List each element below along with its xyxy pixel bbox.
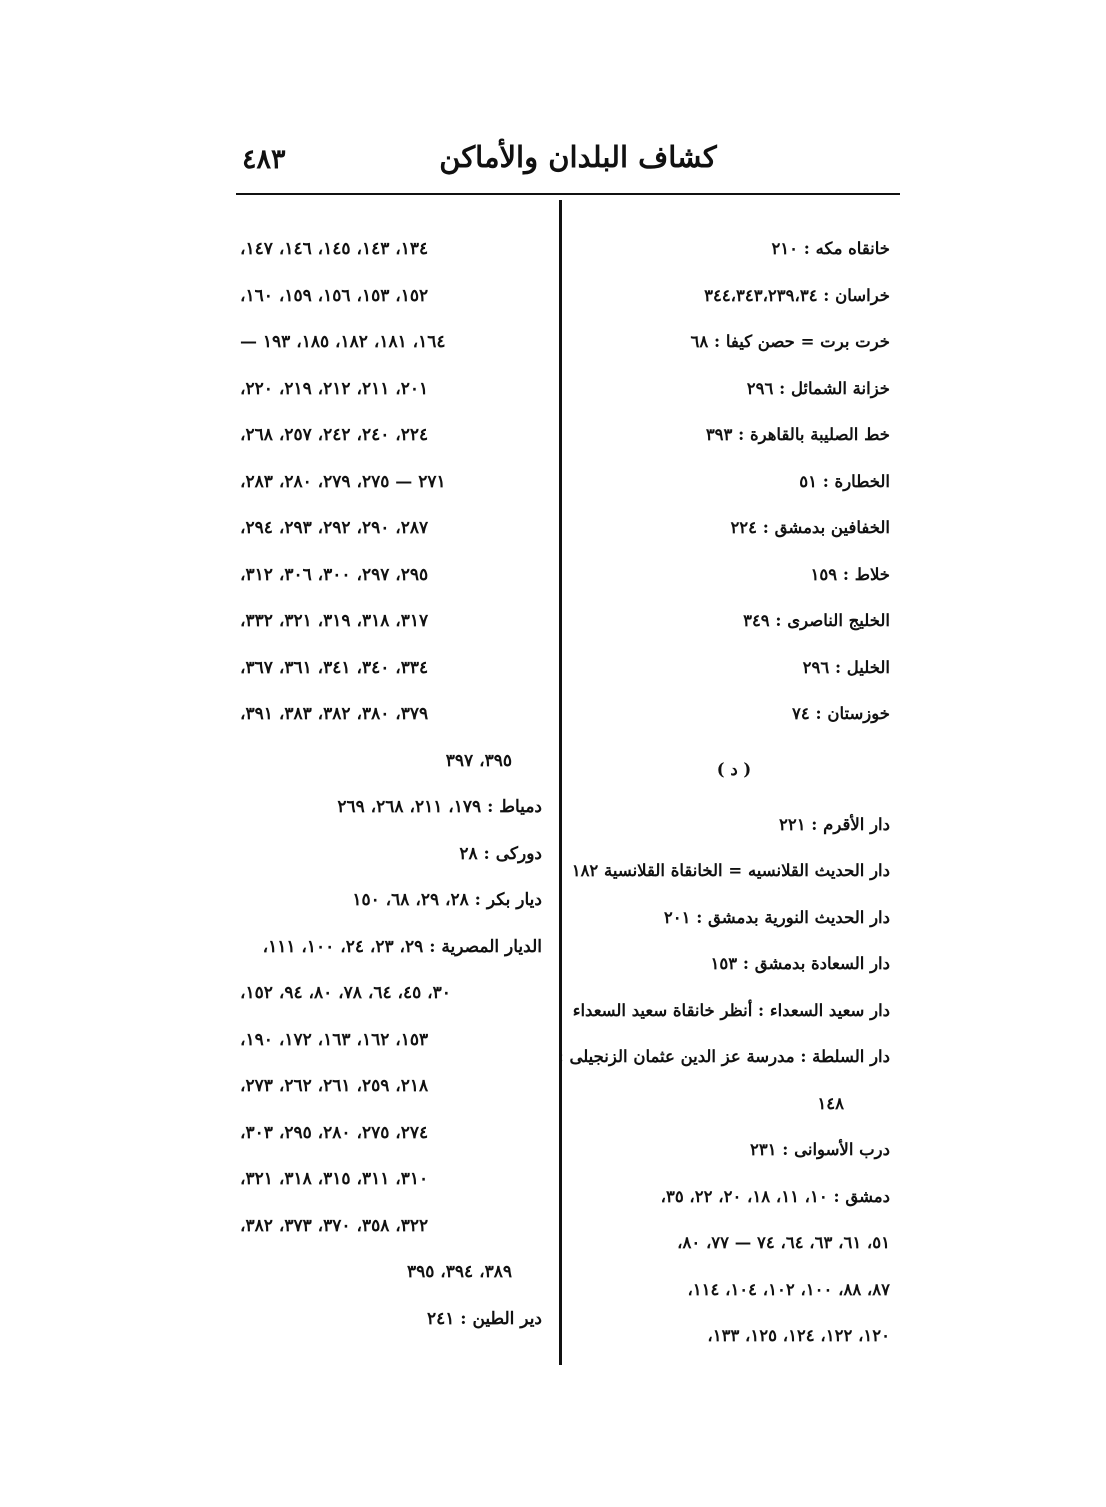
index-entry-continuation: ١٥٣، ١٦٢، ١٦٣، ١٧٢، ١٩٠، bbox=[240, 1029, 429, 1050]
index-entry-continuation: ٢٩٥، ٢٩٧، ٣٠٠، ٣٠٦، ٣١٢، bbox=[240, 564, 429, 585]
index-entry: دمشق : ١٠، ١١، ١٨، ٢٠، ٢٢، ٣٥، bbox=[660, 1186, 890, 1206]
index-entry-continuation: ١٢٠، ١٢٢، ١٢٤، ١٢٥، ١٣٣، bbox=[707, 1326, 890, 1345]
index-entry-continuation: ٢٢٤، ٢٤٠، ٢٤٢، ٢٥٧، ٢٦٨، bbox=[240, 425, 429, 445]
index-entry-continuation: ٣١٠، ٣١١، ٣١٥، ٣١٨، ٣٢١، bbox=[240, 1169, 429, 1189]
index-entry: خلاط : ١٥٩ bbox=[810, 564, 890, 584]
index-entry: دار السعادة بدمشق : ١٥٣ bbox=[710, 954, 890, 973]
index-entry: دمياط : ١٧٩، ٢١١، ٢٦٨، ٢٦٩ bbox=[337, 797, 542, 817]
index-entry-continuation: ٢١٨، ٢٥٩، ٢٦١، ٢٦٢، ٢٧٣، bbox=[240, 1076, 429, 1096]
page-header bbox=[236, 140, 900, 190]
index-entry: خزانة الشمائل : ٢٩٦ bbox=[746, 378, 890, 398]
index-entry: خط الصليبة بالقاهرة : ٣٩٣ bbox=[705, 425, 890, 444]
index-entry-continuation: ١٤٨ bbox=[817, 1093, 844, 1113]
index-entry: الخفافين بدمشق : ٢٢٤ bbox=[730, 518, 890, 537]
right-column bbox=[557, 226, 890, 1360]
index-entry: الخليل : ٢٩٦ bbox=[802, 657, 890, 677]
column-divider bbox=[559, 200, 562, 1365]
index-entry: دار الأقرم : ٢٢١ bbox=[778, 814, 890, 834]
left-column bbox=[240, 226, 542, 1342]
index-entry: دار الحديث القلانسيه = الخانقاة القلانسية ١٨٢ bbox=[571, 861, 890, 880]
index-entry: خوزستان : ٧٤ bbox=[792, 704, 890, 723]
index-entry: دوركى : ٢٨ bbox=[459, 843, 542, 864]
index-entry: دار السلطة : مدرسة عز الدين عثمان الزنجيلى : bbox=[557, 1047, 890, 1066]
index-entry: درب الأسوانى : ٢٣١ bbox=[749, 1140, 890, 1159]
index-entry-continuation: ٢٧١ — ٢٧٥، ٢٧٩، ٢٨٠، ٢٨٣، bbox=[240, 471, 446, 492]
index-entry-continuation: ١٣٤، ١٤٣، ١٤٥، ١٤٦، ١٤٧، bbox=[240, 239, 429, 259]
index-entry: خانقاه مكه : ٢١٠ bbox=[771, 239, 890, 258]
page-title: كشاف البلدان والأماكن bbox=[439, 140, 717, 174]
index-entry: دير الطين : ٢٤١ bbox=[426, 1308, 542, 1329]
index-entry-continuation: ٣٣٤، ٣٤٠، ٣٤١، ٣٦١، ٣٦٧، bbox=[240, 657, 429, 678]
index-entry-continuation: ٣٢٢، ٣٥٨، ٣٧٠، ٣٧٣، ٣٨٢، bbox=[240, 1215, 429, 1236]
index-entry-continuation: ٣٩٥، ٣٩٧ bbox=[445, 750, 512, 771]
index-entry: الخطارة : ٥١ bbox=[799, 471, 890, 491]
index-entry: الديار المصرية : ٢٩، ٢٣، ٢٤، ١٠٠، ١١١، bbox=[262, 936, 542, 957]
index-entry-continuation: ٨٧، ٨٨، ١٠٠، ١٠٢، ١٠٤، ١١٤، bbox=[687, 1279, 890, 1299]
index-entry-continuation: ٢٨٧، ٢٩٠، ٢٩٢، ٢٩٣، ٢٩٤، bbox=[240, 518, 429, 538]
index-entry: دار سعيد السعداء : أنظر خانقاة سعيد السعداء bbox=[572, 1000, 890, 1020]
index-entry-continuation: ١٥٢، ١٥٣، ١٥٦، ١٥٩، ١٦٠، bbox=[240, 285, 429, 306]
index-entry-continuation: ١٦٤، ١٨١، ١٨٢، ١٨٥، ١٩٣ — bbox=[240, 332, 446, 352]
section-heading: ( د ) bbox=[716, 759, 752, 779]
index-entry: خراسان : ٣٤٤،٣٤٣،٢٣٩،٣٤ bbox=[704, 285, 890, 305]
index-entry: الخليج الناصرى : ٣٤٩ bbox=[743, 611, 890, 630]
index-entry: ديار بكر : ٢٨، ٢٩، ٦٨، ١٥٠ bbox=[352, 890, 542, 910]
header-rule bbox=[236, 193, 900, 195]
index-entry: دار الحديث النورية بدمشق : ٢٠١ bbox=[663, 907, 890, 927]
index-entry-continuation: ٥١، ٦١، ٦٣، ٦٤، ٧٤ — ٧٧، ٨٠، bbox=[677, 1233, 890, 1252]
index-entry-continuation: ٣١٧، ٣١٨، ٣١٩، ٣٢١، ٣٣٢، bbox=[240, 611, 429, 631]
index-entry-continuation: ٣٨٩، ٣٩٤، ٣٩٥ bbox=[406, 1262, 512, 1282]
index-entry-continuation: ٣٧٩، ٣٨٠، ٣٨٢، ٣٨٣، ٣٩١، bbox=[240, 704, 429, 724]
index-entry-continuation: ٢٧٤، ٢٧٥، ٢٨٠، ٢٩٥، ٣٠٣، bbox=[240, 1122, 429, 1143]
index-entry: خرت برت = حصن كيفا : ٦٨ bbox=[690, 332, 890, 351]
index-entry-continuation: ٢٠١، ٢١١، ٢١٢، ٢١٩، ٢٢٠، bbox=[240, 378, 429, 399]
index-entry-continuation: ٣٠، ٤٥، ٦٤، ٧٨، ٨٠، ٩٤، ١٥٢، bbox=[240, 983, 451, 1003]
page-number: ٤٨٣ bbox=[242, 144, 286, 175]
